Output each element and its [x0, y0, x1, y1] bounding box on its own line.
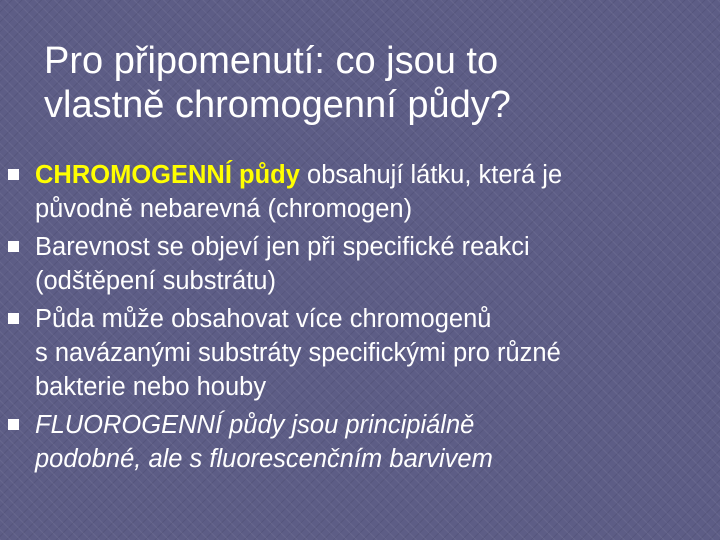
bullet-line: [35, 158, 720, 192]
bullet-list: [0, 158, 720, 480]
bullet-line: bakterie nebo houby: [35, 373, 267, 401]
square-bullet-icon: [8, 313, 19, 324]
square-bullet-icon: [8, 241, 19, 252]
bullet-line: podobné, ale s fluorescenčním barvivem: [35, 445, 493, 473]
bullet-item-chromogenic: [0, 158, 720, 226]
bullet-item-coloration: [0, 230, 720, 298]
bullet-line: Půda může obsahovat více chromogenů: [35, 305, 492, 333]
bullet-line: FLUOROGENNÍ půdy jsou principiálně: [35, 411, 475, 439]
square-bullet-icon: [8, 169, 19, 180]
bullet-item-fluorogenic: [0, 408, 720, 476]
bullet-text: obsahují látku, která je: [299, 161, 563, 189]
title-line-1: Pro připomenutí: co jsou to: [44, 40, 499, 83]
highlighted-term: CHROMOGENNÍ půdy: [35, 161, 300, 189]
bullet-line: (odštěpení substrátu): [35, 267, 276, 295]
square-bullet-icon: [8, 419, 19, 430]
slide-title: [44, 39, 684, 127]
bullet-item-multiple-chromogens: [0, 302, 720, 404]
bullet-line: původně nebarevná (chromogen): [35, 195, 413, 223]
bullet-line: Barevnost se objeví jen při specifické reakci: [35, 233, 530, 261]
title-line-2: vlastně chromogenní půdy?: [44, 84, 511, 127]
bullet-line: s navázanými substráty specifickými pro různé: [35, 339, 561, 367]
